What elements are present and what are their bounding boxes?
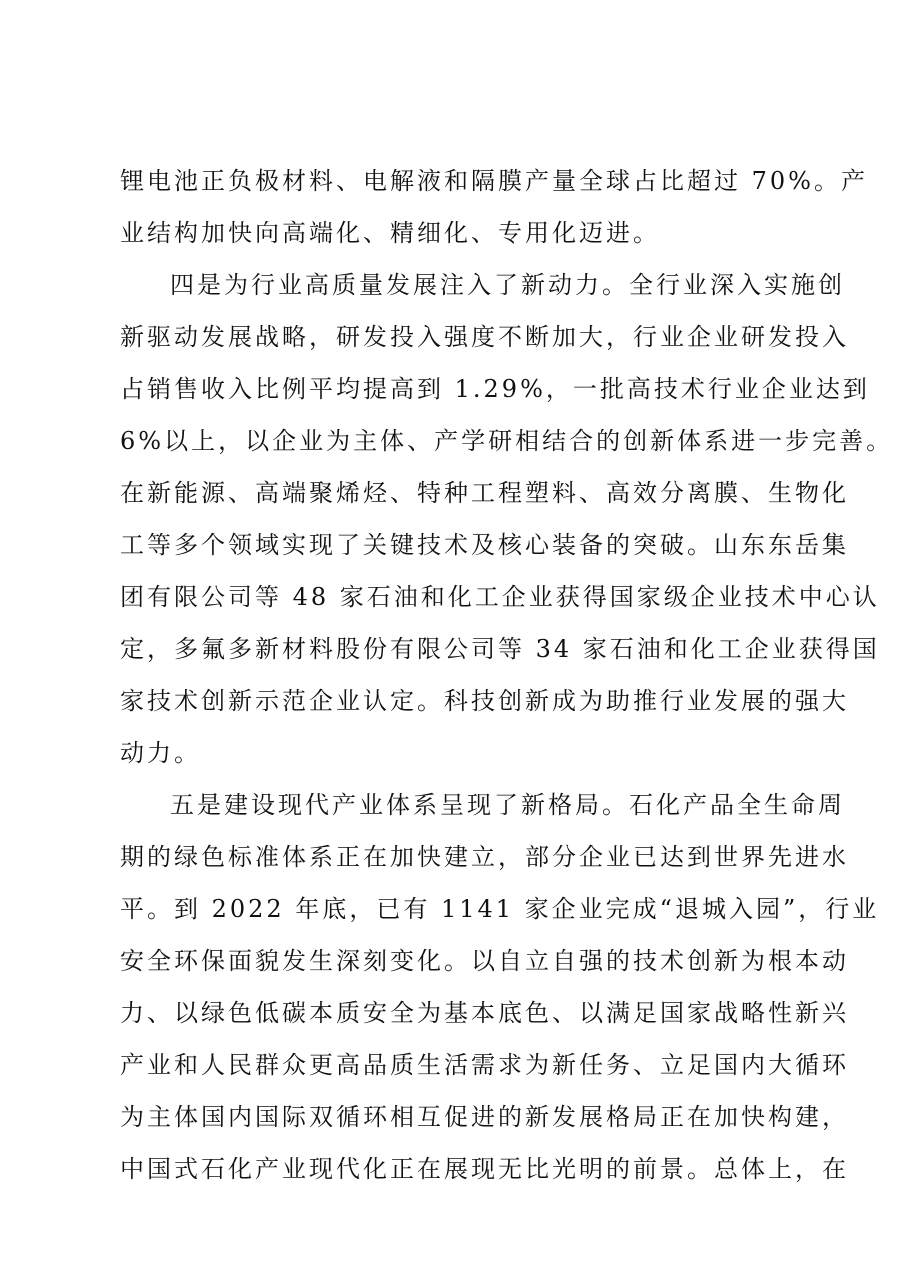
text-line: 定，多氟多新材料股份有限公司等 34 家石油和化工企业获得国 bbox=[120, 635, 880, 663]
text-line: 工等多个领域实现了关键技术及核心装备的突破。山东东岳集 bbox=[120, 531, 849, 559]
text-line: 力、以绿色低碳本质安全为基本底色、以满足国家战略性新兴 bbox=[120, 999, 849, 1027]
text-line: 占销售收入比例平均提高到 1.29%，一批高技术行业企业达到 bbox=[120, 375, 870, 403]
text-line: 中国式石化产业现代化正在展现无比光明的前景。总体上，在 bbox=[120, 1155, 849, 1183]
text-line: 团有限公司等 48 家石油和化工企业获得国家级企业技术中心认 bbox=[120, 583, 880, 611]
text-line: 家技术创新示范企业认定。科技创新成为助推行业发展的强大 bbox=[120, 687, 849, 715]
text-line: 在新能源、高端聚烯烃、特种工程塑料、高效分离膜、生物化 bbox=[120, 479, 849, 507]
text-line: 安全环保面貌发生深刻变化。以自立自强的技术创新为根本动 bbox=[120, 947, 849, 975]
paragraph-4-first-line: 四是为行业高质量发展注入了新动力。全行业深入实施创 bbox=[170, 271, 845, 299]
text-line: 6%以上，以企业为主体、产学研相结合的创新体系进一步完善。 bbox=[120, 427, 894, 455]
paragraph-5-first-line: 五是建设现代产业体系呈现了新格局。石化产品全生命周 bbox=[170, 791, 845, 819]
text-line: 业结构加快向高端化、精细化、专用化迈进。 bbox=[120, 219, 660, 247]
text-line: 期的绿色标准体系正在加快建立，部分企业已达到世界先进水 bbox=[120, 843, 849, 871]
text-line: 动力。 bbox=[120, 739, 201, 767]
text-line: 为主体国内国际双循环相互促进的新发展格局正在加快构建， bbox=[120, 1103, 849, 1131]
text-line: 锂电池正负极材料、电解液和隔膜产量全球占比超过 70%。产 bbox=[120, 167, 868, 195]
text-line: 新驱动发展战略，研发投入强度不断加大，行业企业研发投入 bbox=[120, 323, 849, 351]
text-line: 产业和人民群众更高品质生活需求为新任务、立足国内大循环 bbox=[120, 1051, 849, 1079]
text-line: 平。到 2022 年底，已有 1141 家企业完成“退城入园”，行业 bbox=[120, 895, 880, 923]
